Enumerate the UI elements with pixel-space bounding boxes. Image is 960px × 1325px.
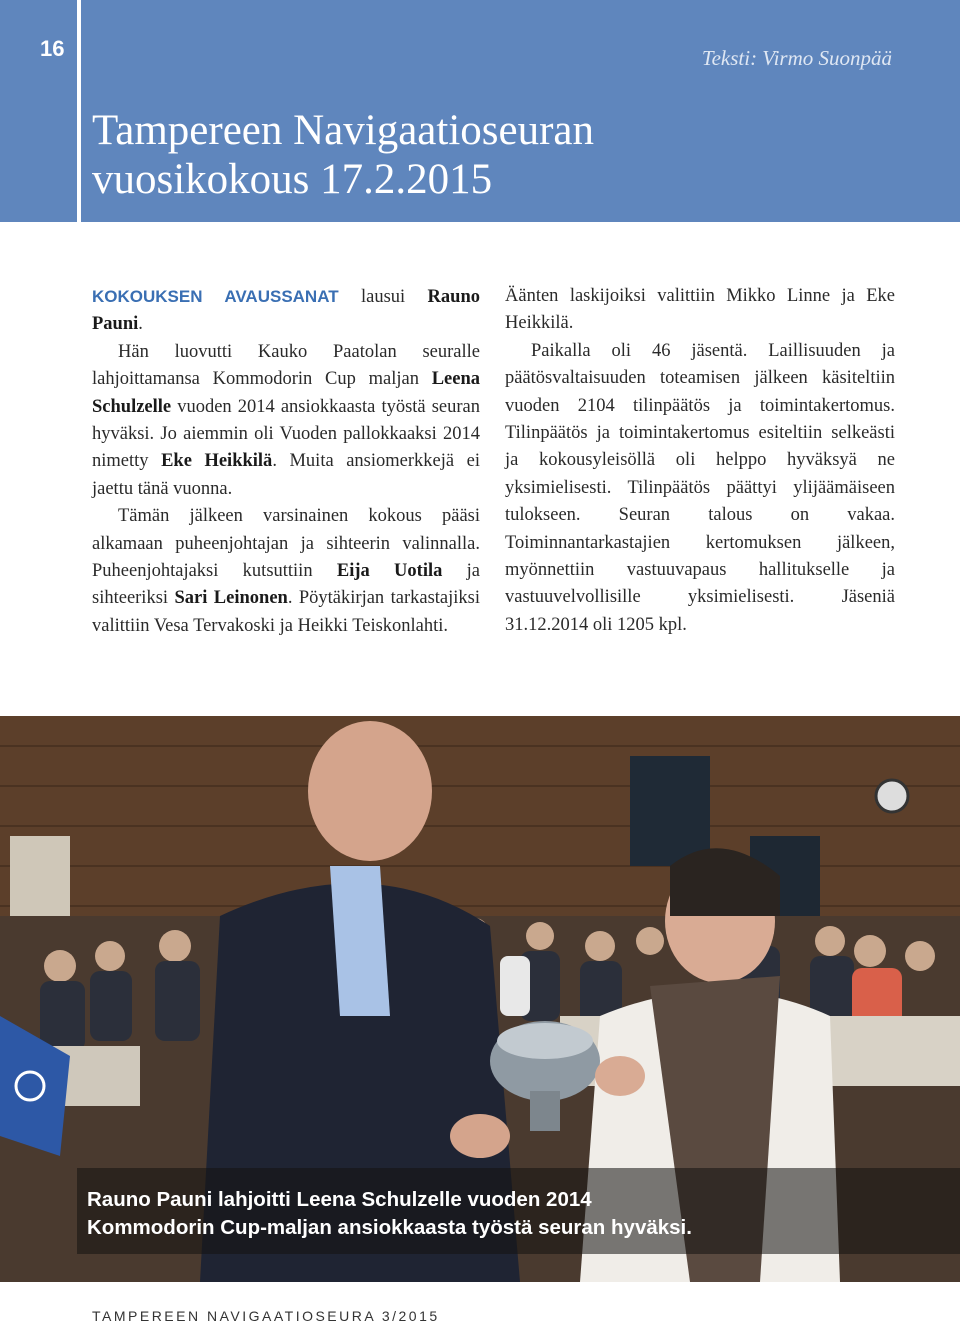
title-line-1: Tampereen Navigaatioseuran [92,107,594,154]
person-name: Eija Uotila [336,561,443,582]
page-number: 16 [40,36,65,61]
paragraph-award [92,339,480,503]
opening-end: . [138,314,143,335]
title-line-2: vuosikokous 17.2.2015 [92,156,493,203]
paragraph-meeting [92,503,480,640]
award-text-c: . Muita ansiomerkkejä ei jaettu tänä vuonna. [92,451,480,499]
page-number-box [0,0,77,222]
footer-publication: TAMPEREEN NAVIGAATIOSEURA 3/2015 [92,1308,440,1324]
left-column [92,283,480,640]
paragraph-counters: Äänten laskijoiksi valittiin Mikko Linne ja Eke Heikkilä. [505,286,895,334]
caption-line-1: Rauno Pauni lahjoitti Leena Schulzelle vuoden 2014 [87,1188,592,1211]
title-banner [81,0,960,222]
paragraph-attendance: Paikalla oli 46 jäsentä. Laillisuuden ja päätösvaltaisuuden toteamisen jälkeen käsiteltiin vuoden 2104 tilinpäätös ja toimintakertomus. Tilinpäätös ja toimintakertomus esiteltiin selkeästi ja kokousyleisöllä oli helppo hyväksyä ne yksimielisesti. Tilinpäätös päättyi ylijäämäiseen tulokseen. Seuran talous on vakaa. Toiminnantarkastajien kertomuksen jälkeen, myönnettiin vastuuvapaus hallitukselle ja vastuuvelvollisille yksimielisesti. Jäseniä 31.12.2014 oli 1205 kpl. [505,340,895,635]
award-text-b: vuoden 2014 ansiokkaasta työstä seuran hyväksi. Jo aiemmin oli Vuoden pallokkaaksi 2014 nimetty [92,396,480,472]
person-name: Leena Schulzelle [92,369,480,417]
paragraph-opening [92,283,480,339]
person-name: Sari Leinonen [174,588,288,609]
opening-text: lausui [338,287,428,307]
byline: Teksti: Virmo Suonpää [701,46,892,70]
meeting-text-c: . Pöytäkirjan tarkastajiksi valittiin Vesa Tervakoski ja Heikki Teiskonlahti. [92,588,480,636]
caption-line-2: Kommodorin Cup-maljan ansiokkaasta työstä seuran hyväksi. [87,1216,692,1239]
person-name: Rauno Pauni [92,287,480,335]
person-name: Eke Heikkilä [161,451,273,472]
article-title [92,106,912,204]
award-text-a: Hän luovutti Kauko Paatolan seuralle lahjoittamansa Kommodorin Cup maljan [92,341,480,390]
photo-caption [87,1186,947,1242]
meeting-text-a: Tämän jälkeen varsinainen kokous pääsi alkamaan puheenjohtajan ja sihteerin valinnalla. Puheenjohtajaksi kutsuttiin [92,506,480,582]
right-column [505,283,895,639]
lead-in: KOKOUKSEN AVAUSSANAT [92,287,339,306]
meeting-text-b: ja sihteeriksi [92,561,480,609]
